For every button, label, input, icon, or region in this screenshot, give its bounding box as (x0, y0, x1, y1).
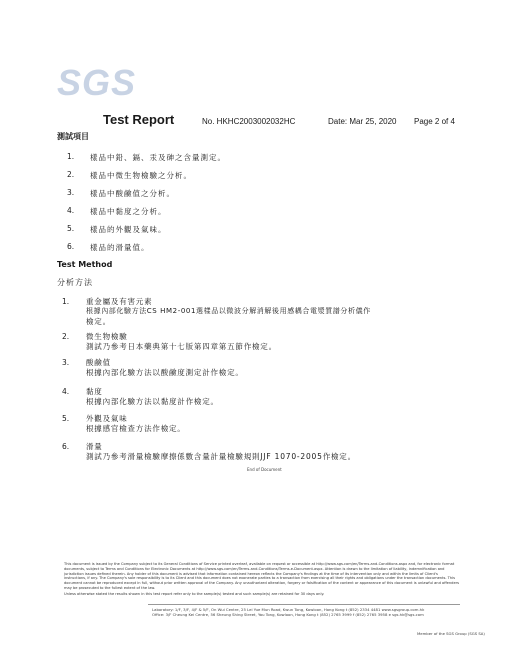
report-title: Test Report (103, 112, 175, 127)
page-indicator: Page 2 of 4 (414, 117, 455, 126)
method-number: 2. (62, 332, 70, 341)
method-title: 重金屬及有害元素 (86, 297, 153, 306)
item-number: 5. (67, 224, 75, 233)
item-number: 1. (67, 152, 75, 161)
item-number: 4. (67, 206, 75, 215)
method-title: 黏度 (86, 387, 103, 396)
sample-retention-note: Unless otherwise stated the results shown in this test report refer only to the sample(s) tested and such sample(s) are retained for 30 days only. (64, 592, 325, 596)
item-text: 樣品中黏度之分析。 (90, 207, 167, 216)
item-text: 樣品的外觀及氣味。 (90, 225, 167, 234)
footer-address (152, 607, 452, 617)
method-number: 4. (62, 387, 70, 396)
method-body: 根據感官檢查方法作檢定。 (86, 424, 186, 433)
item-number: 3. (67, 188, 75, 197)
method-number: 6. (62, 442, 70, 451)
test-method-heading-en: Test Method (57, 260, 113, 269)
footer-line-2: Office: 3/F Cheung Kei Centre, 56 Sheung Shing Street, Yau Tong, Kowloon, Hong Kong t (852) 2765 3999 f (852) 2765 3958 e sgs.hk@sgs.com (152, 612, 424, 617)
footer-line-1: Laboratory: 1/F, 3/F, 4/F & 5/F, On Wui Centre, 25 Lei Yue Mun Road, Kwun Tong, Kowloon, Hong Kong t (852) 2334 4481 www.sgsgroup.com.hk (152, 607, 425, 612)
test-items-heading: 測試項目 (57, 132, 89, 141)
terms-fine-print: This document is issued by the Company subject to its General Conditions of Service printed overleaf, available on request or accessible at http://www.sgs.com/en/Terms-and-Conditions.aspx and, for electronic format documents, subject to Terms and Conditions for Electronic Documents at http://www.sgs.com/en/Terms-and-Conditions/Terms-e-Document.aspx. Attention is drawn to the limitation of liability, indemnification and jurisdiction issues defined therein. Any holder of this document is advised that information contained hereon reflects the Company's findings at the time of its intervention only and within the limits of Client's instructions, if any. The Company's sole responsibility is to its Client and this document does not exonerate parties to a transaction from exercising all their rights and obligations under the transaction documents. This document cannot be reproduced except in full, without prior written approval of the Company. Any unauthorized alteration, forgery or falsification of the content or appearance of this document is unlawful and offenders may be prosecuted to the fullest extent of the law. (64, 562, 460, 590)
report-date: Date: Mar 25, 2020 (328, 117, 397, 126)
method-title: 酸鹼值 (86, 358, 111, 367)
sgs-logo: SGS (57, 62, 137, 103)
method-number: 1. (62, 297, 70, 306)
method-title: 微生物檢驗 (86, 332, 128, 341)
method-body: 測試乃參考滑量檢驗摩擦係數含量計量檢驗規則JJF 1070-2005作檢定。 (86, 452, 356, 461)
end-of-document: End of Document (247, 467, 282, 472)
method-number: 5. (62, 414, 70, 423)
method-body: 根據內部化驗方法以黏度計作檢定。 (86, 397, 219, 406)
report-number: No. HKHC2003002032HC (202, 117, 296, 126)
item-text: 樣品中微生物檢驗之分析。 (90, 171, 192, 180)
item-number: 2. (67, 170, 75, 179)
method-title: 外觀及氣味 (86, 414, 128, 423)
item-text: 樣品中鉛、鎘、汞及砷之含量測定。 (90, 153, 226, 162)
method-body: 測試乃參考日本藥典第十七版第四章第五節作檢定。 (86, 342, 277, 351)
method-body: 根據內部化驗方法CS HM2-001選樣品以微波分解消解後用感耦合電漿質譜分析儀作 (86, 307, 371, 315)
footer-divider (148, 604, 460, 605)
method-body: 根據內部化驗方法以酸鹼度測定計作檢定。 (86, 368, 244, 377)
item-number: 6. (67, 242, 75, 251)
method-body-cont: 檢定。 (86, 317, 111, 326)
sgs-group-member: Member of the SGS Group (SGS SA) (417, 631, 485, 636)
method-number: 3. (62, 358, 70, 367)
test-method-heading: 分析方法 (57, 278, 93, 287)
method-title: 滑量 (86, 442, 103, 451)
item-text: 樣品中酸鹼值之分析。 (90, 189, 175, 198)
item-text: 樣品的滑量值。 (90, 243, 150, 252)
